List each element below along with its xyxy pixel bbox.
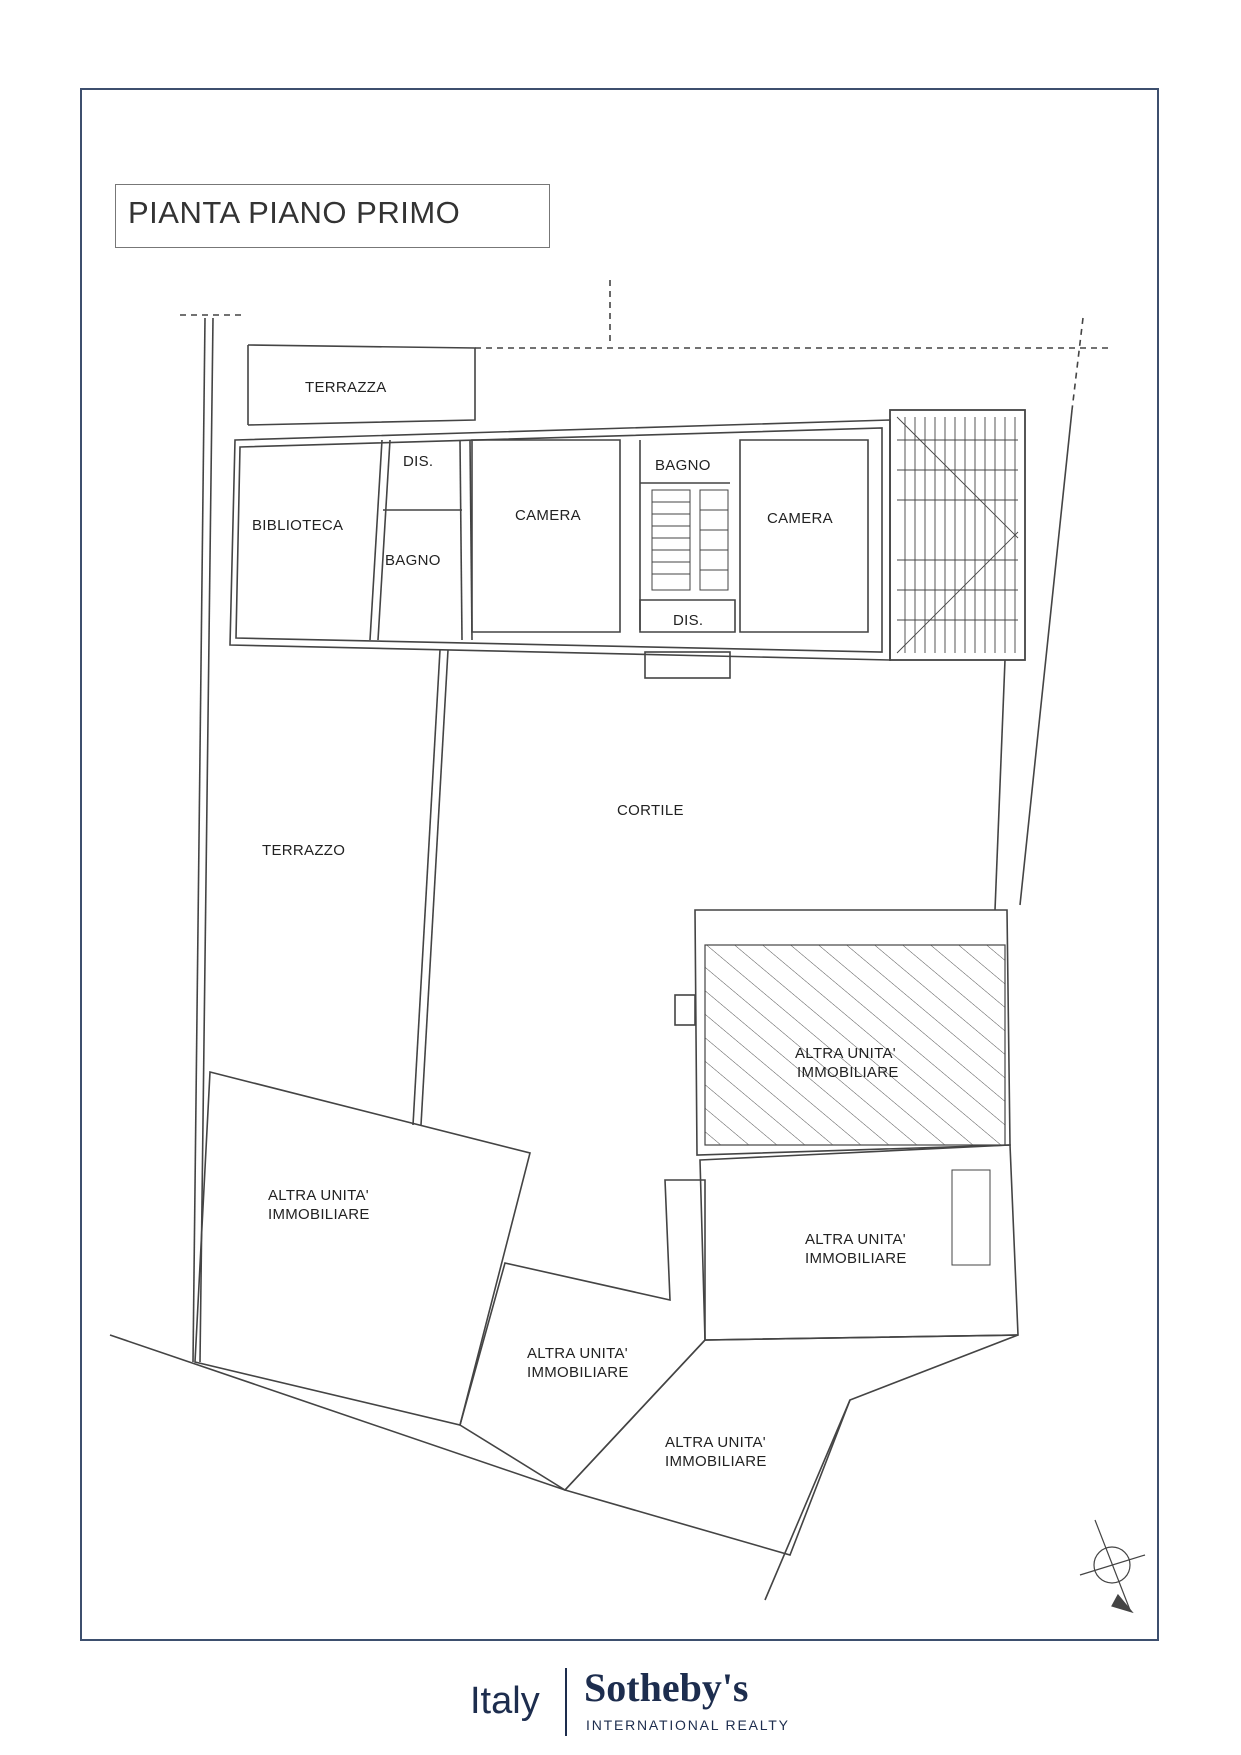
roof-hatch — [897, 417, 1018, 653]
room-label-altra-1b: IMMOBILIARE — [797, 1064, 899, 1081]
boundary-line — [110, 1335, 565, 1490]
main-building-wall — [230, 420, 890, 660]
room-label-altra-5b: IMMOBILIARE — [665, 1453, 767, 1470]
camera-2-wall — [740, 440, 868, 632]
room-label-camera: CAMERA — [515, 507, 581, 524]
boundary-wall — [200, 318, 213, 1362]
plan-title: PIANTA PIANO PRIMO — [128, 195, 461, 230]
altra-unita-wall — [195, 1072, 530, 1425]
brand-country: Italy — [470, 1680, 540, 1722]
room-label-altra-3a: ALTRA UNITA' — [805, 1231, 906, 1248]
terrazzo-wall — [421, 650, 448, 1125]
room-label-cortile: CORTILE — [617, 802, 684, 819]
staircase — [652, 490, 728, 590]
room-label-biblioteca: BIBLIOTECA — [252, 517, 344, 534]
room-label-terrazza: TERRAZZA — [305, 379, 387, 396]
room-label-altra-4b: IMMOBILIARE — [527, 1364, 629, 1381]
boundary-wall — [995, 660, 1005, 910]
brand-name: Sotheby's — [584, 1665, 749, 1710]
boundary-wall — [1020, 410, 1072, 905]
room-label-altra-2b: IMMOBILIARE — [268, 1206, 370, 1223]
property-line — [1072, 318, 1083, 410]
room-label-altra-2a: ALTRA UNITA' — [268, 1187, 369, 1204]
room-label-bagno-2: BAGNO — [655, 457, 711, 474]
room-label-altra-1a: ALTRA UNITA' — [795, 1045, 896, 1062]
room-label-dis-2: DIS. — [673, 612, 704, 629]
room-label-dis: DIS. — [403, 453, 434, 470]
room-label-camera-2: CAMERA — [767, 510, 833, 527]
altra-unita-wall — [565, 1335, 1018, 1555]
staircase — [952, 1170, 990, 1265]
chimney — [675, 995, 695, 1025]
brand-tagline: INTERNATIONAL REALTY — [586, 1717, 790, 1733]
room-label-terrazzo: TERRAZZO — [262, 842, 346, 859]
room-label-altra-5a: ALTRA UNITA' — [665, 1434, 766, 1451]
room-label-altra-3b: IMMOBILIARE — [805, 1250, 907, 1267]
boundary-line — [765, 1400, 850, 1600]
partition-wall — [460, 440, 462, 640]
footer-logo — [0, 1660, 1241, 1740]
camera-1-wall — [472, 440, 620, 632]
brand-divider — [565, 1668, 567, 1736]
main-building-inner-wall — [236, 428, 882, 652]
room-label-bagno: BAGNO — [385, 552, 441, 569]
room-label-altra-4a: ALTRA UNITA' — [527, 1345, 628, 1362]
terrazzo-wall — [413, 650, 440, 1125]
compass-icon — [1080, 1520, 1145, 1612]
